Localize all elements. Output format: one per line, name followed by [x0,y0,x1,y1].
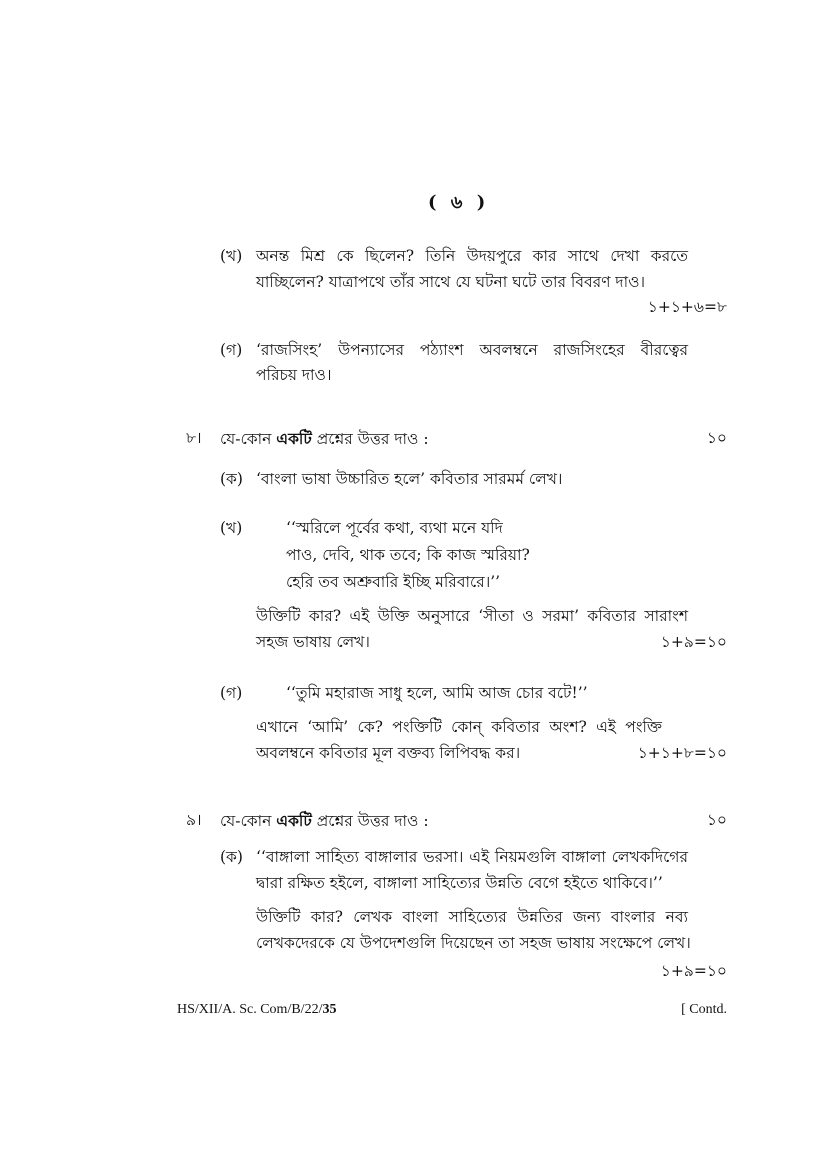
q8-ga-line2: অবলম্বনে কবিতার মূল বক্তব্য লিপিবদ্ধ কর। [256,744,521,762]
footer-paper-code [177,1002,336,1018]
q9-ka-quote1: ‘‘বাঙ্গালা সাহিত্য বাঙ্গালার ভরসা। এই নিয়মগুলি বাঙ্গালা লেখকদিগের [256,848,688,866]
q8-number: ৮। [186,429,202,447]
footer-contd: [ Contd. [681,1002,727,1017]
q7-kha-label: (খ) [220,247,243,265]
footer-code-bold: 35 [322,1002,337,1017]
q8-instruction-bold: একটি [276,429,312,448]
q9-instruction-post: প্রশ্নের উত্তর দাও : [316,812,429,830]
q8-ga-label: (গ) [220,684,243,702]
q7-kha-marks: ১+১+৬=৮ [647,298,727,316]
q8-instruction-post: প্রশ্নের উত্তর দাও : [316,430,429,448]
q7-ga-label: (গ) [220,341,243,359]
q8-kha-label: (খ) [220,519,243,537]
q9-ka-line1: উক্তিটি কার? লেখক বাংলা সাহিত্যের উন্নতির জন্য বাংলার নব্য [256,908,688,926]
q9-ka-marks: ১+৯=১০ [660,962,727,980]
q9-ka-label: (ক) [220,848,243,866]
q8-kha-quote2: পাও, দেবি, থাক তবে; কি কাজ স্মরিয়া? [286,546,530,564]
q8-instruction-pre: যে-কোন [220,430,272,448]
q8-ga-line1: এখানে ‘আমি’ কে? পংক্তিটি কোন্ কবিতার অংশ? এই পংক্তি [256,718,662,736]
q8-ga-marks: ১+১+৮=১০ [637,744,727,762]
q8-ga-quote: ‘‘তুমি মহারাজ সাধু হলে, আমি আজ চোর বটে!’’ [286,684,588,702]
q9-instruction [220,813,429,830]
q9-marks: ১০ [706,811,727,829]
q8-kha-quote1: ‘‘স্মরিলে পূর্বের কথা, ব্যথা মনে যদি [286,519,503,537]
q9-instruction-pre: যে-কোন [220,812,272,830]
q8-kha-quote3: হেরি তব অশ্রুবারি ইচ্ছি মরিবারে।’’ [286,573,501,591]
q7-ga-line1: ‘রাজসিংহ’ উপন্যাসের পঠ্যাংশ অবলম্বনে রাজসিংহের বীরত্বের [256,341,688,359]
q8-instruction [220,431,429,448]
q8-kha-marks: ১+৯=১০ [660,633,727,651]
q7-ga-line2: পরিচয় দাও। [256,366,332,384]
q8-kha-line2: সহজ ভাষায় লেখ। [256,633,370,651]
q8-ka-text: ‘বাংলা ভাষা উচ্চারিত হলে’ কবিতার সারমর্ম লেখ। [256,470,563,488]
q8-kha-line1: উক্তিটি কার? এই উক্তি অনুসারে ‘সীতা ও সরমা’ কবিতার সারাংশ [256,607,688,625]
q8-ka-label: (ক) [220,470,243,488]
q7-kha-line1: অনন্ত মিশ্র কে ছিলেন? তিনি উদয়পুরে কার সাথে দেখা করতে [256,247,688,265]
q8-marks: ১০ [706,429,727,447]
q9-ka-quote2: দ্বারা রক্ষিত হইলে, বাঙ্গালা সাহিত্যের উন্নতি বেগে হইতে থাকিবে।’’ [256,874,663,892]
q9-instruction-bold: একটি [276,811,312,830]
page-number: ( ৬ ) [428,192,490,213]
q7-kha-line2: যাচ্ছিলেন? যাত্রাপথে তাঁর সাথে যে ঘটনা ঘটে তার বিবরণ দাও। [256,273,646,291]
q9-ka-line2: লেখকদেরকে যে উপদেশগুলি দিয়েছেন তা সহজ ভাষায় সংক্ষেপে লেখ। [256,934,691,952]
footer-code-prefix: HS/XII/A. Sc. Com/B/22/ [177,1002,323,1017]
q9-number: ৯। [186,811,202,829]
